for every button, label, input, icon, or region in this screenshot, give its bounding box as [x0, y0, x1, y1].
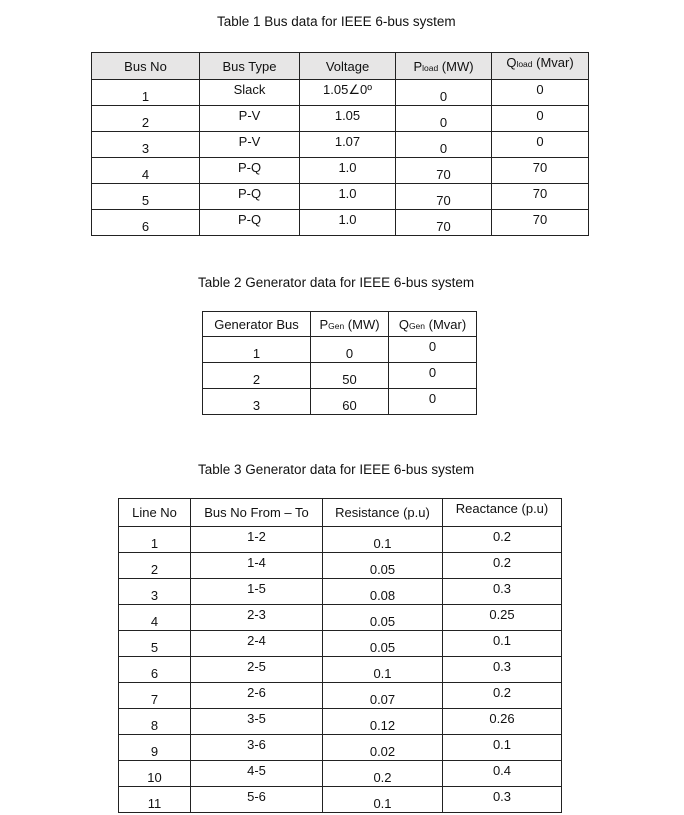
line-no-cell: 7: [119, 683, 191, 709]
bus-from-to-cell: 1-4: [191, 553, 323, 579]
pgen-cell: 0: [311, 337, 389, 363]
header-bus-type: Bus Type: [200, 53, 300, 80]
line-no-cell: 11: [119, 787, 191, 813]
header-qgen: [389, 312, 477, 337]
table-row: [119, 605, 562, 631]
qload-cell: 70: [492, 210, 589, 236]
line-data-table: [118, 498, 562, 813]
table-row: [119, 579, 562, 605]
qgen-unit: (Mvar): [425, 316, 467, 332]
header-bus-from-to: Bus No From – To: [191, 499, 323, 527]
line-no-cell: 8: [119, 709, 191, 735]
bus-from-to-cell: 2-3: [191, 605, 323, 631]
pload-cell: 70: [396, 210, 492, 236]
reactance-cell: 0.4: [443, 761, 562, 787]
bus-from-to-cell: 3-5: [191, 709, 323, 735]
table-header-row: [203, 312, 477, 337]
table2-caption: Table 2 Generator data for IEEE 6-bus system: [198, 275, 475, 290]
bus-from-to-cell: 1-2: [191, 527, 323, 553]
line-no-cell: 10: [119, 761, 191, 787]
pgen-unit: (MW): [344, 316, 380, 332]
voltage-cell: 1.07: [300, 132, 396, 158]
table-row: [92, 106, 589, 132]
bus-no-cell: 4: [92, 158, 200, 184]
reactance-cell: 0.3: [443, 787, 562, 813]
bus-from-to-cell: 5-6: [191, 787, 323, 813]
line-no-cell: 6: [119, 657, 191, 683]
table-row: [119, 631, 562, 657]
resistance-cell: 0.1: [323, 787, 443, 813]
bus-type-cell: P-Q: [200, 158, 300, 184]
qload-cell: 70: [492, 184, 589, 210]
bus-no-cell: 5: [92, 184, 200, 210]
resistance-cell: 0.02: [323, 735, 443, 761]
reactance-cell: 0.2: [443, 527, 562, 553]
bus-type-cell: Slack: [200, 80, 300, 106]
pgen-cell: 60: [311, 389, 389, 415]
voltage-cell: 1.0: [300, 184, 396, 210]
table1-caption: Table 1 Bus data for IEEE 6-bus system: [217, 14, 456, 29]
reactance-cell: 0.2: [443, 553, 562, 579]
qgen-cell: 0: [389, 389, 477, 415]
line-no-cell: 5: [119, 631, 191, 657]
pload-cell: 0: [396, 80, 492, 106]
table-row: [119, 683, 562, 709]
bus-from-to-cell: 1-5: [191, 579, 323, 605]
pload-unit: (MW): [438, 58, 474, 74]
pload-subscript: load: [422, 62, 439, 73]
resistance-cell: 0.08: [323, 579, 443, 605]
bus-from-to-cell: 2-5: [191, 657, 323, 683]
voltage-cell: 1.0: [300, 210, 396, 236]
bus-from-to-cell: 3-6: [191, 735, 323, 761]
reactance-cell: 0.26: [443, 709, 562, 735]
resistance-cell: 0.1: [323, 527, 443, 553]
reactance-cell: 0.1: [443, 735, 562, 761]
resistance-cell: 0.05: [323, 631, 443, 657]
resistance-cell: 0.1: [323, 657, 443, 683]
qload-cell: 0: [492, 106, 589, 132]
bus-from-to-cell: 2-6: [191, 683, 323, 709]
line-no-cell: 3: [119, 579, 191, 605]
pload-cell: 0: [396, 132, 492, 158]
qload-cell: 0: [492, 80, 589, 106]
generator-bus-cell: 3: [203, 389, 311, 415]
qgen-subscript: Gen: [408, 320, 426, 331]
table-header-row: [92, 53, 589, 80]
line-no-cell: 4: [119, 605, 191, 631]
resistance-cell: 0.05: [323, 605, 443, 631]
table-row: [92, 158, 589, 184]
qgen-cell: 0: [389, 337, 477, 363]
bus-no-cell: 6: [92, 210, 200, 236]
bus-from-to-cell: 2-4: [191, 631, 323, 657]
table-row: [119, 709, 562, 735]
header-generator-bus: Generator Bus: [203, 312, 311, 337]
resistance-cell: 0.2: [323, 761, 443, 787]
voltage-cell: 1.05∠0º: [300, 80, 396, 106]
reactance-cell: 0.3: [443, 579, 562, 605]
header-line-no: Line No: [119, 499, 191, 527]
table-row: [203, 363, 477, 389]
generator-bus-cell: 1: [203, 337, 311, 363]
generator-data-table: [202, 311, 477, 415]
bus-data-table: [91, 52, 589, 236]
qload-cell: 70: [492, 158, 589, 184]
header-qload: [492, 53, 589, 80]
pgen-subscript: Gen: [328, 320, 345, 331]
bus-from-to-cell: 4-5: [191, 761, 323, 787]
table-row: [203, 389, 477, 415]
bus-no-cell: 2: [92, 106, 200, 132]
qload-unit: (Mvar): [532, 55, 574, 70]
bus-no-cell: 3: [92, 132, 200, 158]
line-no-cell: 2: [119, 553, 191, 579]
header-bus-no: Bus No: [92, 53, 200, 80]
pload-symbol: P: [413, 58, 423, 74]
resistance-cell: 0.07: [323, 683, 443, 709]
qload-cell: 0: [492, 132, 589, 158]
generator-bus-cell: 2: [203, 363, 311, 389]
table-row: [119, 527, 562, 553]
bus-type-cell: P-Q: [200, 184, 300, 210]
line-no-cell: 9: [119, 735, 191, 761]
header-reactance: Reactance (p.u): [443, 499, 562, 527]
reactance-cell: 0.1: [443, 631, 562, 657]
table-row: [119, 735, 562, 761]
table3-caption: Table 3 Generator data for IEEE 6-bus system: [198, 462, 475, 477]
reactance-cell: 0.3: [443, 657, 562, 683]
pload-cell: 70: [396, 184, 492, 210]
table-row: [92, 132, 589, 158]
voltage-cell: 1.05: [300, 106, 396, 132]
bus-type-cell: P-V: [200, 132, 300, 158]
bus-type-cell: P-Q: [200, 210, 300, 236]
qload-subscript: load: [516, 59, 533, 69]
reactance-cell: 0.25: [443, 605, 562, 631]
voltage-cell: 1.0: [300, 158, 396, 184]
pload-cell: 70: [396, 158, 492, 184]
resistance-cell: 0.05: [323, 553, 443, 579]
table-row: [119, 761, 562, 787]
table-row: [119, 553, 562, 579]
qgen-symbol: Q: [398, 316, 409, 332]
header-pgen: [311, 312, 389, 337]
bus-no-cell: 1: [92, 80, 200, 106]
bus-type-cell: P-V: [200, 106, 300, 132]
table-row: [92, 80, 589, 106]
table-row: [92, 184, 589, 210]
table-row: [203, 337, 477, 363]
pgen-symbol: P: [319, 316, 329, 332]
qgen-cell: 0: [389, 363, 477, 389]
pload-cell: 0: [396, 106, 492, 132]
header-voltage: Voltage: [300, 53, 396, 80]
pgen-cell: 50: [311, 363, 389, 389]
table-row: [119, 657, 562, 683]
table-row: [119, 787, 562, 813]
resistance-cell: 0.12: [323, 709, 443, 735]
header-pload: [396, 53, 492, 80]
line-no-cell: 1: [119, 527, 191, 553]
table-row: [92, 210, 589, 236]
reactance-cell: 0.2: [443, 683, 562, 709]
header-resistance: Resistance (p.u): [323, 499, 443, 527]
table-header-row: [119, 499, 562, 527]
qload-symbol: Q: [506, 55, 517, 70]
